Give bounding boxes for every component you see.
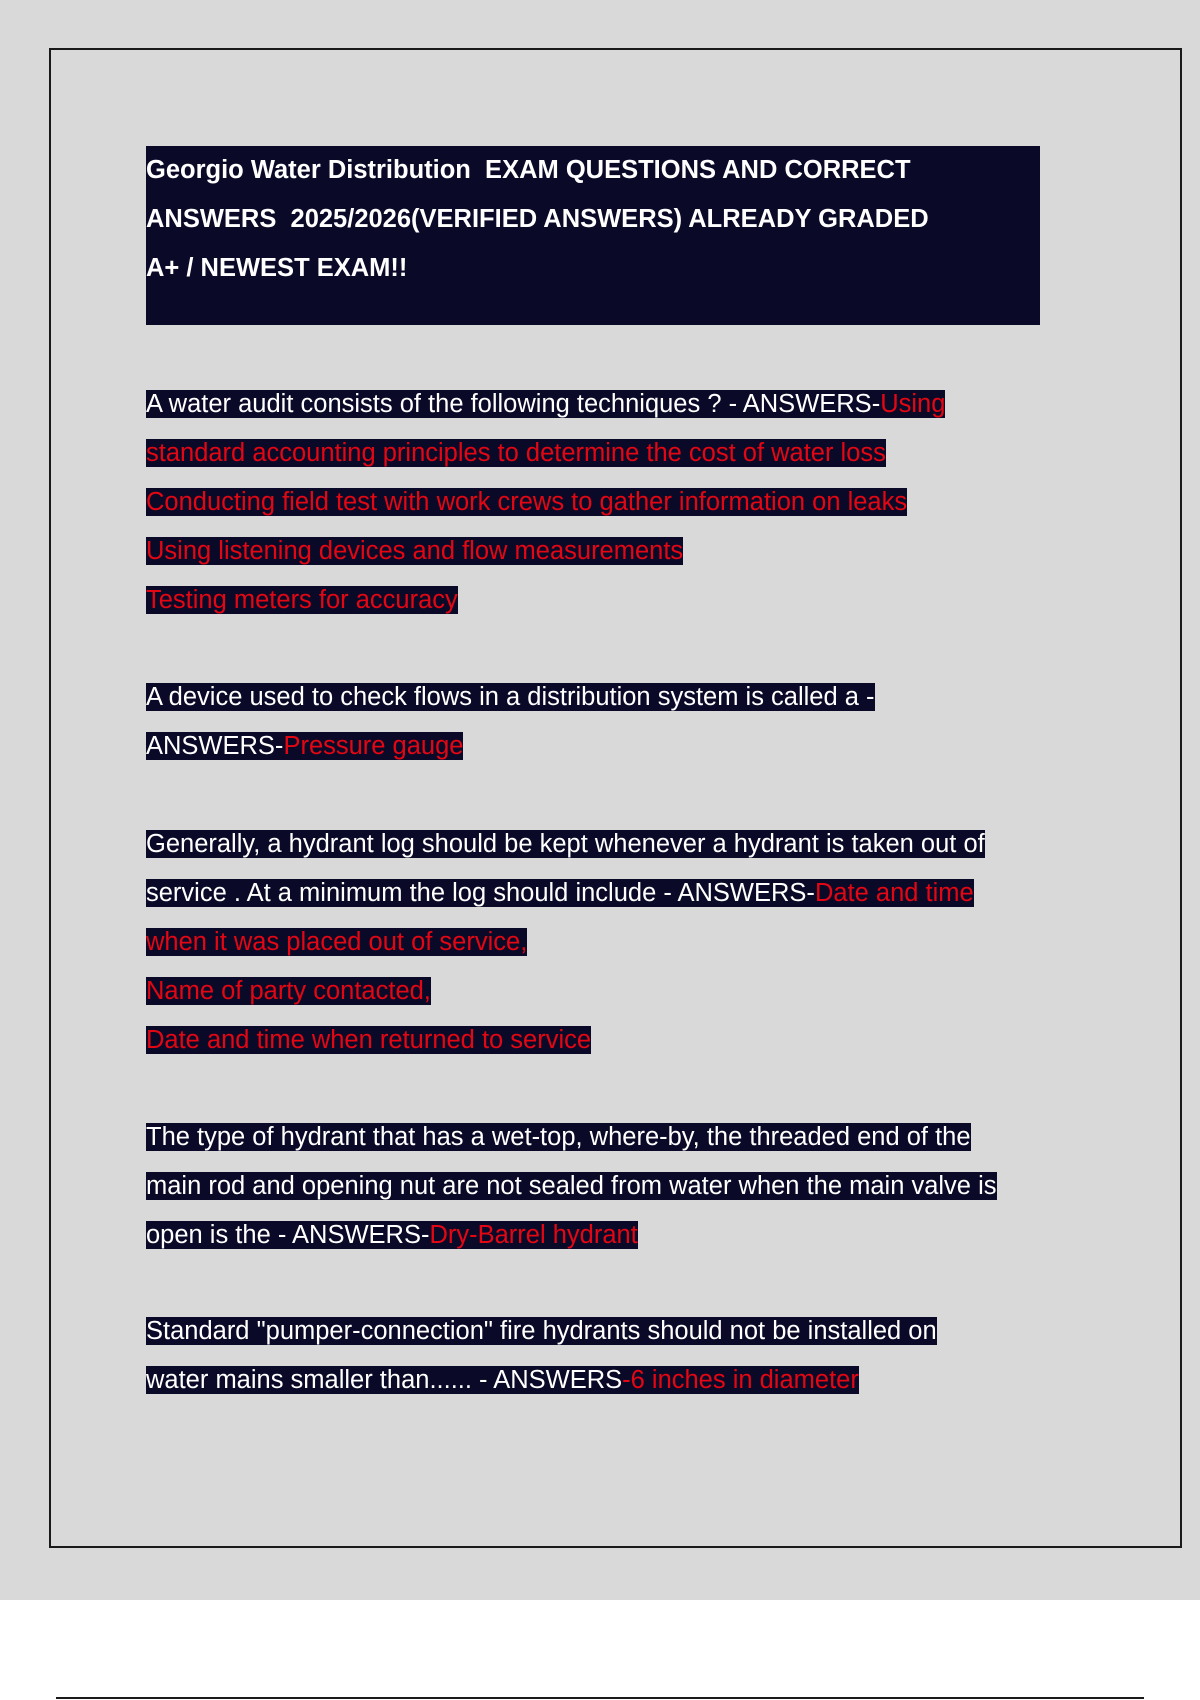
answer-text: Pressure gauge bbox=[283, 732, 464, 760]
qa-line bbox=[146, 869, 985, 918]
qa-item bbox=[146, 1113, 997, 1260]
document-title-block bbox=[146, 146, 1040, 325]
qa-item bbox=[146, 380, 945, 625]
answer-text: Date and time when returned to service bbox=[146, 1026, 592, 1054]
qa-line bbox=[146, 380, 945, 429]
title-line: A+ / NEWEST EXAM!! bbox=[146, 254, 408, 282]
qa-line bbox=[146, 1113, 997, 1162]
qa-line bbox=[146, 673, 875, 722]
question-text: Standard "pumper-connection" fire hydrants should not be installed on bbox=[146, 1317, 937, 1345]
question-text: open is the - ANSWERS- bbox=[146, 1221, 430, 1249]
qa-line bbox=[146, 722, 875, 771]
answer-text: Dry-Barrel hydrant bbox=[429, 1221, 638, 1249]
question-text: The type of hydrant that has a wet-top, where-by, the threaded end of the bbox=[146, 1123, 971, 1151]
answer-text: Testing meters for accuracy bbox=[146, 586, 458, 614]
answer-text: Using bbox=[880, 390, 946, 418]
qa-line bbox=[146, 1162, 997, 1211]
qa-item bbox=[146, 820, 985, 1065]
qa-item bbox=[146, 673, 875, 771]
qa-line bbox=[146, 1356, 937, 1405]
qa-line bbox=[146, 1016, 985, 1065]
question-text: main rod and opening nut are not sealed from water when the main valve is bbox=[146, 1172, 997, 1200]
footer-divider bbox=[56, 1697, 1144, 1699]
answer-text: Using listening devices and flow measurements bbox=[146, 537, 684, 565]
question-text: A water audit consists of the following techniques ? - ANSWERS- bbox=[146, 390, 881, 418]
qa-line bbox=[146, 576, 945, 625]
qa-line bbox=[146, 527, 945, 576]
title-line: Georgio Water Distribution EXAM QUESTIONS AND CORRECT bbox=[146, 156, 911, 184]
answer-text: Date and time bbox=[814, 879, 974, 907]
question-text: A device used to check flows in a distribution system is called a - bbox=[146, 683, 875, 711]
answer-text: Conducting field test with work crews to gather information on leaks bbox=[146, 488, 908, 516]
question-text: service . At a minimum the log should include - ANSWERS- bbox=[146, 879, 815, 907]
qa-line bbox=[146, 478, 945, 527]
question-text: Generally, a hydrant log should be kept whenever a hydrant is taken out of bbox=[146, 830, 985, 858]
answer-text: when it was placed out of service, bbox=[146, 928, 528, 956]
qa-line bbox=[146, 1307, 937, 1356]
qa-line bbox=[146, 429, 945, 478]
answer-text: -6 inches in diameter bbox=[622, 1366, 859, 1394]
qa-line bbox=[146, 918, 985, 967]
title-line: ANSWERS 2025/2026(VERIFIED ANSWERS) ALREADY GRADED bbox=[146, 205, 929, 233]
qa-line bbox=[146, 1211, 997, 1260]
answer-text: Name of party contacted, bbox=[146, 977, 431, 1005]
qa-item bbox=[146, 1307, 937, 1405]
question-text: water mains smaller than...... - ANSWERS bbox=[146, 1366, 623, 1394]
answer-text: standard accounting principles to determine the cost of water loss bbox=[146, 439, 886, 467]
question-text: ANSWERS- bbox=[146, 732, 284, 760]
qa-line bbox=[146, 820, 985, 869]
qa-line bbox=[146, 967, 985, 1016]
